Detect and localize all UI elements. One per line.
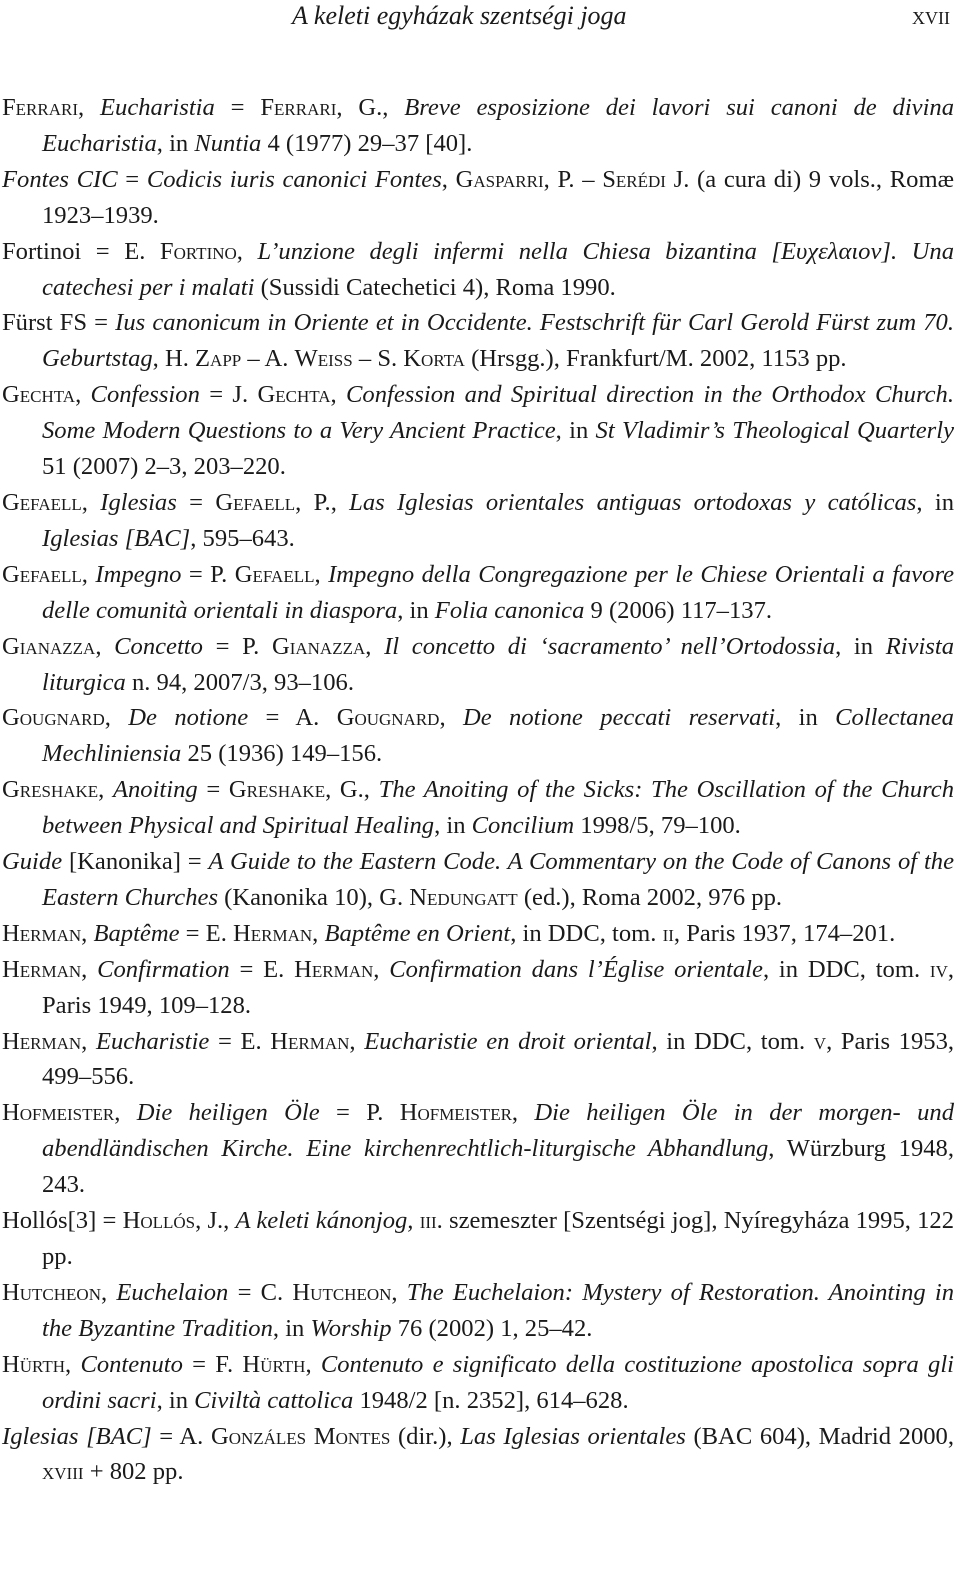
title-text: Impegno <box>95 560 182 588</box>
title-text: Breve esposizione dei lavori sui canoni de divina Eucharistia <box>42 94 955 157</box>
title-text: St Vladimir’s Theological Quarterly <box>595 417 954 445</box>
author-name: Gianazza <box>271 632 366 660</box>
entry-text: , <box>330 381 347 409</box>
title-text: The Euchelaion: Mystery of Restoration. Anointing in the Byzantine Tradition <box>42 1278 955 1342</box>
entry-text: = P. <box>202 632 272 660</box>
bibliography-entry <box>2 234 954 306</box>
bibliography-entry <box>2 377 954 485</box>
title-text: L’unzione degli infermi nella Chiesa bizantina [Ευχελαιον]. Una catechesi per i malati <box>42 237 955 301</box>
title-text: Concilium <box>471 812 575 840</box>
entry-text: , <box>81 560 96 588</box>
author-name: Greshake <box>2 776 99 804</box>
entry-text: – A. <box>241 345 295 373</box>
entry-text: , <box>236 237 258 265</box>
title-text: Euchelaion <box>116 1278 229 1306</box>
author-name: Greshake <box>228 776 326 804</box>
entry-text: 1948/2 [n. 2352], 614–628. <box>353 1386 629 1414</box>
author-name: Gianazza <box>2 632 96 660</box>
entry-text: , <box>78 94 101 121</box>
entry-text: [Kanonika] = <box>62 848 209 876</box>
author-name: Herman <box>233 919 313 947</box>
entry-text: 1998/5, 79–100. <box>574 812 741 840</box>
bibliography-entry <box>2 1203 954 1275</box>
entry-text: , <box>312 919 325 947</box>
author-name: Hofmeister <box>2 1099 115 1127</box>
entry-text: = E. <box>209 1027 271 1055</box>
entry-text: = J. <box>199 381 258 409</box>
title-text: De notione peccati reservati <box>462 704 776 732</box>
author-name: Herman <box>2 955 82 983</box>
entry-text: , <box>511 1099 535 1127</box>
author-name: Gougnard <box>336 704 440 732</box>
entry-text: , P. – <box>543 165 603 193</box>
title-text: Iglesias [BAC] <box>2 1422 152 1450</box>
entry-text: = P. <box>181 560 235 588</box>
entry-text: , in DDC, tom. <box>651 1027 814 1055</box>
title-text: Confirmation dans l’Église orientale <box>389 955 763 983</box>
author-name: Fortino <box>159 237 237 265</box>
entry-text: , <box>365 632 385 660</box>
entry-text: , <box>391 1278 407 1306</box>
author-name: iv <box>929 955 948 983</box>
entry-text: , in <box>272 1314 311 1342</box>
entry-text: , G., <box>336 94 405 121</box>
author-name: Ferrari <box>2 94 79 121</box>
title-text: Civiltà cattolica <box>194 1386 354 1414</box>
title-text: Las Iglesias orientales antiguas ortodoxas y católicas <box>349 488 917 516</box>
bibliography-entry <box>2 90 954 162</box>
entry-text: J. (a cura di) 9 vols., Romæ 1923–1939. <box>42 165 954 229</box>
entry-text: = A. <box>151 1422 211 1450</box>
bibliography-entry <box>2 844 954 916</box>
entry-text: 9 (2006) 117–137. <box>584 596 773 624</box>
entry-text: , <box>441 165 456 193</box>
entry-text: 25 (1936) 149–156. <box>181 740 383 768</box>
bibliography-entry <box>2 952 954 1024</box>
entry-text: 51 (2007) 2–3, 203–220. <box>42 453 286 481</box>
entry-text: Fortinoi = E. <box>2 237 160 265</box>
author-name: Nedungatt <box>409 883 518 911</box>
title-text: A Guide to the Eastern Code. A Commentary on the Code of Canons of the Eastern Churches <box>42 848 954 911</box>
title-text: Nuntia <box>194 129 262 157</box>
entry-text: , <box>314 560 329 588</box>
title-text: Iglesias [BAC] <box>42 524 191 552</box>
entry-text: , <box>81 955 98 983</box>
entry-text: 4 (1977) 29–37 [40]. <box>261 129 473 157</box>
running-title: A keleti egyházak szentségi joga <box>292 1 627 30</box>
bibliography-entry <box>2 772 954 844</box>
bibliography-entry <box>2 1095 954 1203</box>
bibliography-entry <box>2 700 954 772</box>
entry-text: , <box>65 1350 81 1378</box>
entry-text: = F. <box>182 1350 243 1378</box>
author-name: Ferrari <box>260 94 337 121</box>
author-name: Zapp <box>195 345 242 373</box>
entry-text: , <box>81 1027 96 1055</box>
title-text: Ius canonicum in Oriente et in Occidente. Festschrift für Carl Gerold Fürst zum 70. Geburtstag <box>42 309 954 373</box>
entry-text: . szemeszter [Szentségi jog], Nyíregyháza 1995, 122 pp. <box>42 1207 954 1270</box>
author-name: Korta <box>403 345 465 373</box>
title-text: De notione <box>128 704 249 732</box>
title-text: Baptême <box>93 919 180 947</box>
entry-text: , in <box>916 488 954 516</box>
entry-text: , in <box>434 812 472 840</box>
entry-text: (Hrsgg.), Frankfurt/M. 2002, 1153 pp. <box>464 345 847 373</box>
title-text: Confession and Spiritual direction in the Orthodox Church. Some Modern Questions to a Very Ancient Practice <box>42 381 954 445</box>
entry-text: , <box>81 488 101 516</box>
author-name: Gefaell <box>2 560 82 588</box>
author-name: Gechta <box>2 381 76 409</box>
title-text: Collectanea Mechliniensia <box>42 704 954 768</box>
author-name: Hürth <box>2 1350 66 1378</box>
title-text: Die heiligen Öle in der morgen- und abendländischen Kirche. Eine kirchenrechtlich-liturgische Abhandlung <box>42 1099 954 1163</box>
bibliography-entry <box>2 629 954 701</box>
title-text: Anoiting <box>112 776 198 804</box>
author-name: Herman <box>294 955 374 983</box>
entry-text: , 595–643. <box>190 524 295 552</box>
title-text: Confirmation <box>97 955 230 983</box>
entry-text: , Paris 1949, 109–128. <box>42 955 955 1019</box>
entry-text: , <box>349 1027 365 1055</box>
entry-text: = <box>197 776 229 804</box>
entry-text: 76 (2002) 1, 25–42. <box>391 1314 593 1342</box>
bibliography-entry <box>2 1275 954 1347</box>
entry-text: = <box>214 94 261 121</box>
entry-text: , <box>100 1278 117 1306</box>
author-name: Hutcheon <box>292 1278 392 1306</box>
entry-text: (BAC 604), Madrid 2000, <box>685 1422 954 1450</box>
entry-text: , H. <box>152 345 196 373</box>
entry-text: = P. <box>319 1099 400 1127</box>
entry-text: (Sussidi Catechetici 4), Roma 1990. <box>254 273 616 301</box>
bibliography-entry <box>2 1419 954 1491</box>
entry-text: , in <box>156 129 195 157</box>
title-text: Folia canonica <box>434 596 585 624</box>
author-name: ii <box>662 919 674 947</box>
entry-text: , J., <box>195 1207 236 1235</box>
entry-text: n. 94, 2007/3, 93–106. <box>125 668 354 696</box>
entry-text: = A. <box>248 704 337 732</box>
title-text: Las Iglesias orientales <box>460 1422 686 1450</box>
title-text: Codicis iuris canonici Fontes <box>146 165 442 193</box>
entry-text: , Würzburg 1948, 243. <box>42 1135 954 1199</box>
author-name: Gefaell <box>215 488 296 516</box>
author-name: Herman <box>270 1027 350 1055</box>
entry-text: , in <box>775 704 836 732</box>
title-text: Il concetto di ‘sacramento’ nell’Ortodossia <box>384 632 836 660</box>
entry-text: Hollós[3] = <box>2 1207 123 1235</box>
title-text: Confession <box>90 381 200 409</box>
title-text: Eucharistia <box>100 94 215 121</box>
entry-text: , <box>305 1350 321 1378</box>
entry-text: , <box>75 381 91 409</box>
title-text: Iglesias <box>100 488 177 516</box>
entry-text: , G., <box>325 776 379 804</box>
author-name: Herman <box>2 1027 82 1055</box>
author-name: Herman <box>2 919 82 947</box>
title-text: Rivista liturgica <box>42 632 955 696</box>
author-name: Gonzáles Montes <box>210 1422 391 1450</box>
bibliography-entry <box>2 1024 954 1096</box>
author-name: Weiss <box>294 345 353 373</box>
entry-text: , <box>114 1099 137 1127</box>
entry-text: , in <box>555 417 596 445</box>
entry-text: , <box>81 919 94 947</box>
running-header <box>0 0 960 40</box>
author-name: Gefaell <box>2 488 82 516</box>
entry-text: , in DDC, tom. <box>510 919 663 947</box>
entry-text: = C. <box>228 1278 293 1306</box>
entry-text: = <box>176 488 216 516</box>
title-text: Die heiligen Öle <box>136 1099 320 1127</box>
entry-text: , in <box>835 632 886 660</box>
entry-text: (ed.), Roma 2002, 976 pp. <box>517 883 783 911</box>
author-name: Gechta <box>257 381 331 409</box>
author-name: Hofmeister <box>399 1099 512 1127</box>
bibliography-entry <box>2 1347 954 1419</box>
entry-text: , <box>95 632 115 660</box>
title-text: Eucharistie <box>95 1027 210 1055</box>
entry-text: = <box>117 165 147 193</box>
bibliography-list <box>2 90 954 1490</box>
entry-text: , in DDC, tom. <box>762 955 930 983</box>
entry-text: , Paris 1953, 499–556. <box>42 1027 955 1091</box>
title-text: The Anoiting of the Sicks: The Oscillation of the Church between Physical and Spiritual Healing <box>42 776 954 840</box>
title-text: Impegno della Congregazione per le Chiese Orientali a favore delle comunità orientali in diaspora <box>42 560 955 624</box>
author-name: Hollós <box>122 1207 196 1235</box>
entry-text: , <box>439 704 463 732</box>
entry-text: , in <box>156 1386 195 1414</box>
author-name: Hutcheon <box>2 1278 101 1306</box>
entry-text: , P., <box>295 488 350 516</box>
bibliography-entry <box>2 557 954 629</box>
title-text: Concetto <box>114 632 203 660</box>
title-text: Baptême en Orient <box>324 919 511 947</box>
entry-text: , in <box>397 596 435 624</box>
bibliography-entry <box>2 162 954 234</box>
entry-text: , <box>98 776 113 804</box>
entry-text: , <box>104 704 129 732</box>
author-name: Hürth <box>242 1350 306 1378</box>
bibliography-entry <box>2 305 954 377</box>
title-text: Worship <box>310 1314 392 1342</box>
title-text: Contenuto e significato della costituzione apostolica sopra gli ordini sacri <box>42 1350 955 1414</box>
author-name: Gefaell <box>234 560 315 588</box>
entry-text: – S. <box>352 345 404 373</box>
author-name: iii <box>419 1207 437 1235</box>
entry-text: Fürst FS = <box>2 309 116 337</box>
title-text: A keleti kánonjog, <box>235 1207 414 1235</box>
title-text: Eucharistie en droit oriental <box>364 1027 652 1055</box>
entry-text: + 802 pp. <box>83 1458 184 1486</box>
author-name: xviii <box>42 1458 84 1486</box>
author-name: Gasparri <box>455 165 544 193</box>
entry-text: , Paris 1937, 174–201. <box>673 919 896 947</box>
bibliography-entry <box>2 485 954 557</box>
bibliography-entry <box>2 916 954 952</box>
author-name: Gougnard <box>2 704 105 732</box>
entry-text: = E. <box>229 955 295 983</box>
entry-text: (dir.), <box>390 1422 461 1450</box>
title-text: Contenuto <box>80 1350 183 1378</box>
title-text: Guide <box>2 848 63 876</box>
page-number: xvii <box>912 1 950 30</box>
author-name: Serédi <box>602 165 666 193</box>
entry-text: = E. <box>179 919 233 947</box>
title-text: Fontes CIC <box>2 165 118 193</box>
entry-text: , <box>373 955 390 983</box>
entry-text: (Kanonika 10), G. <box>218 883 410 911</box>
author-name: v <box>813 1027 827 1055</box>
